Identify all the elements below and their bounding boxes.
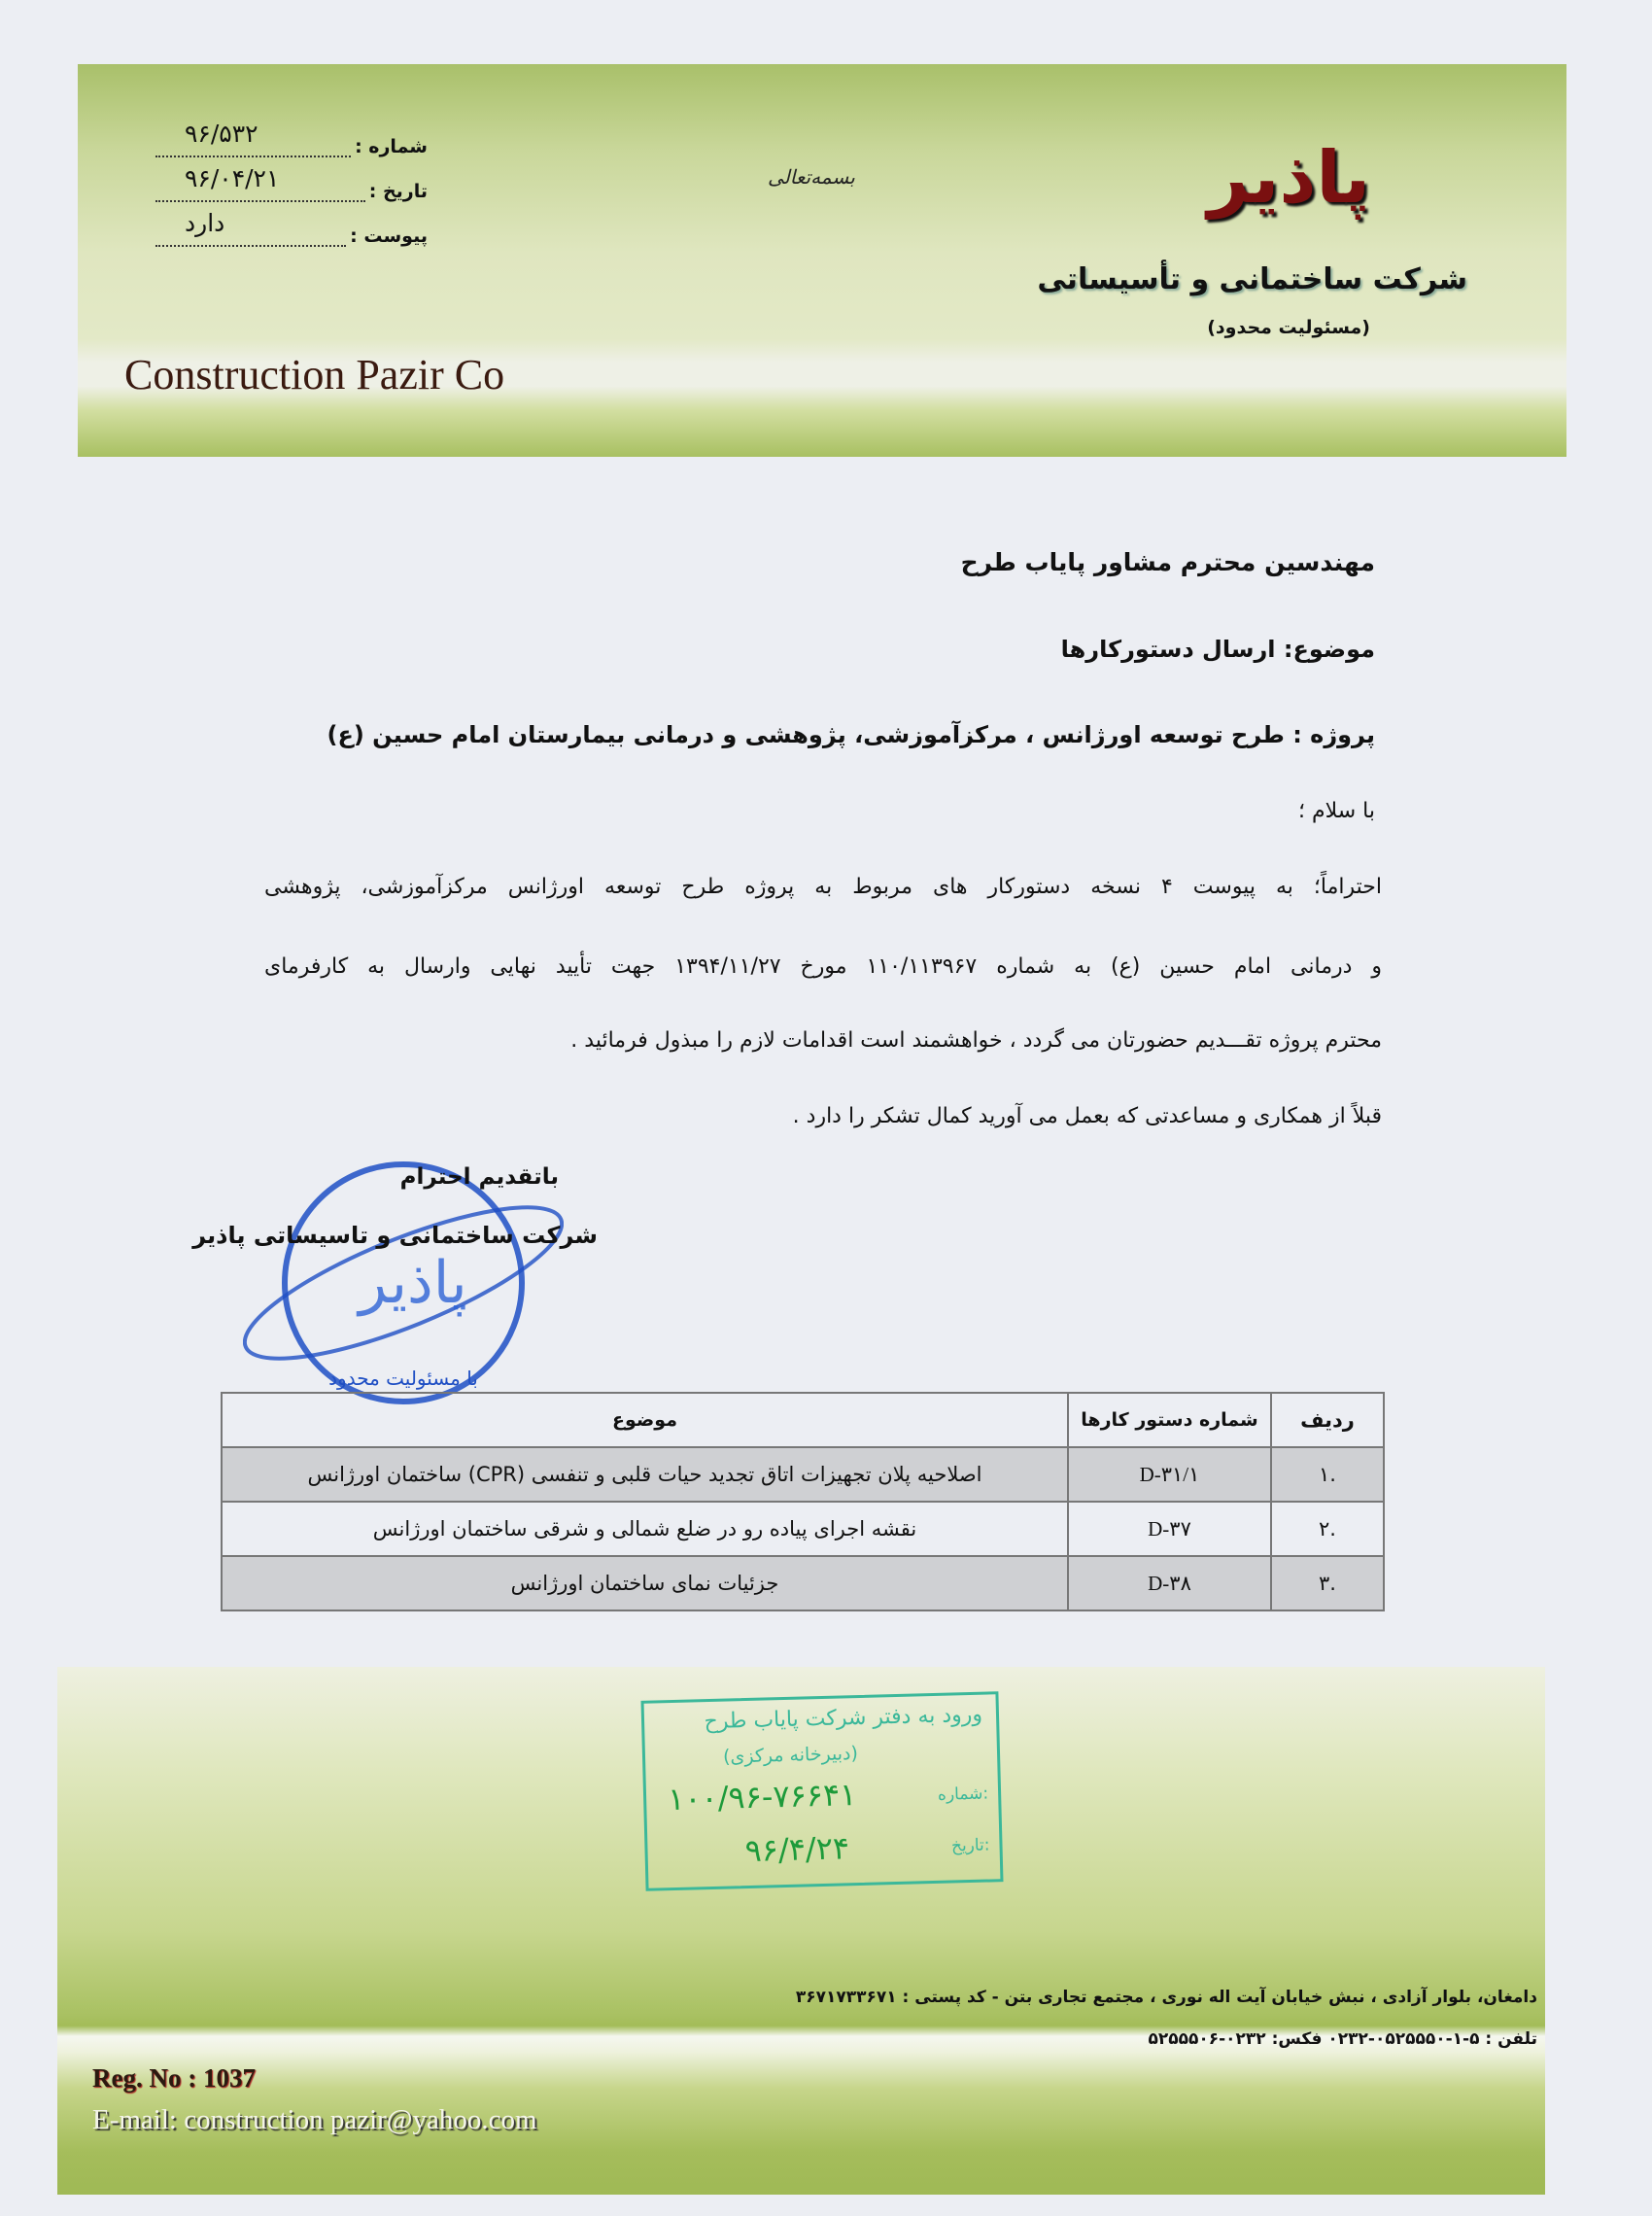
row-index: .۳ xyxy=(1271,1556,1384,1610)
stamp-number-value: ۱۰۰/۹۶-۷۶۶۴۱ xyxy=(667,1776,857,1818)
meta-date xyxy=(155,164,428,202)
table-row xyxy=(222,1447,1384,1502)
row-code: D-۳۷ xyxy=(1068,1502,1271,1556)
table-row xyxy=(222,1502,1384,1556)
stamp-subtitle: (دبیرخانه مرکزی) xyxy=(722,1743,859,1768)
header-subject: موضوع xyxy=(222,1393,1068,1447)
english-company-name: Construction Pazir Co xyxy=(124,351,505,398)
company-type: (مسئولیت محدود) xyxy=(1207,317,1370,338)
recipient: مهندسین محترم مشاور پایاب طرح xyxy=(960,548,1375,576)
reg-number: Reg. No : 1037 xyxy=(92,2063,256,2093)
seal-bottom-text: با مسئولیت محدود xyxy=(328,1367,478,1390)
header-index: ردیف xyxy=(1271,1393,1384,1447)
signer: شرکت ساختمانی و تاسیساتی پاذیر xyxy=(192,1222,598,1249)
closing: باتقدیم احترام xyxy=(399,1164,559,1190)
subject: موضوع: ارسال دستورکارها xyxy=(1060,636,1375,663)
company-logo: پاذیر xyxy=(1207,136,1370,220)
footer-phones: تلفن : ۵-۱-۰۵۲۵۵۵۰-۰۲۳۲ فکس: ۰۲۳۲-۵۲۵۵۵۰۶ xyxy=(1148,2029,1537,2049)
table-header-row xyxy=(222,1393,1384,1447)
stamp-number-label: شماره: xyxy=(937,1783,989,1805)
letter-meta xyxy=(155,120,428,247)
header-code: شماره دستور کارها xyxy=(1068,1393,1271,1447)
seal-text: پاذیر xyxy=(359,1249,467,1317)
meta-label: شماره : xyxy=(355,136,428,157)
row-subject: اصلاحیه پلان تجهیزات اتاق تجدید حیات قلبی و تنفسی (CPR) ساختمان اورژانس xyxy=(222,1447,1068,1502)
meta-number xyxy=(155,120,428,157)
footer-address: دامغان، بلوار آزادی ، نبش خیابان آیت اله نوری ، مجتمع تجاری بتن - کد پستی : ۳۶۷۱۷۳۳۶۷۱ xyxy=(795,1988,1537,2007)
row-subject: جزئیات نمای ساختمان اورژانس xyxy=(222,1556,1068,1610)
paragraph-line: احتراماً؛ به پیوست ۴ نسخه دستورکار های مربوط به پروژه طرح توسعه اورژانس مرکزآموزشی، پژوهشی xyxy=(264,875,1382,899)
work-orders-table xyxy=(221,1392,1385,1611)
paragraph-line: و درمانی امام حسین (ع) به شماره ۱۱۰/۱۱۳۹۶۷ مورخ ۱۳۹۴/۱۱/۲۷ جهت تأیید نهایی وارسال به کارفرمای xyxy=(264,954,1382,979)
stamp-date-label: تاریخ: xyxy=(950,1835,990,1856)
footer-email: E-mail: construction pazir@yahoo.com xyxy=(92,2104,537,2135)
company-name: شرکت ساختمانی و تأسیساتی xyxy=(1037,262,1467,296)
meta-value: دارد xyxy=(185,209,225,237)
row-index: .۱ xyxy=(1271,1447,1384,1502)
meta-label: پیوست : xyxy=(350,225,428,247)
meta-value: ۹۶/۵۳۲ xyxy=(185,120,258,148)
row-code: D-۳۸ xyxy=(1068,1556,1271,1610)
row-index: .۲ xyxy=(1271,1502,1384,1556)
greeting: با سلام ؛ xyxy=(1298,799,1375,823)
meta-label: تاریخ : xyxy=(368,181,428,202)
project: پروژه : طرح توسعه اورژانس ، مرکزآموزشی، پژوهشی و درمانی بیمارستان امام حسین (ع) xyxy=(327,721,1375,748)
table-row xyxy=(222,1556,1384,1610)
row-subject: نقشه اجرای پیاده رو در ضلع شمالی و شرقی ساختمان اورژانس xyxy=(222,1502,1068,1556)
paragraph-line: محترم پروژه تقـــدیم حضورتان می گردد ، خواهشمند است اقدامات لازم را مبذول فرمائید . xyxy=(570,1028,1382,1053)
meta-value: ۹۶/۰۴/۲۱ xyxy=(185,164,280,192)
meta-attachment xyxy=(155,209,428,247)
stamp-date-value: ۹۶/۴/۲۴ xyxy=(744,1829,850,1870)
receipt-stamp xyxy=(640,1691,1003,1891)
invocation: بسمه‌تعالی xyxy=(768,165,855,189)
paragraph-line: قبلاً از همکاری و مساعدتی که بعمل می آورید کمال تشکر را دارد . xyxy=(792,1104,1382,1128)
row-code: D-۳۱/۱ xyxy=(1068,1447,1271,1502)
stamp-title: ورود به دفتر شرکت پایاب طرح xyxy=(704,1702,983,1735)
